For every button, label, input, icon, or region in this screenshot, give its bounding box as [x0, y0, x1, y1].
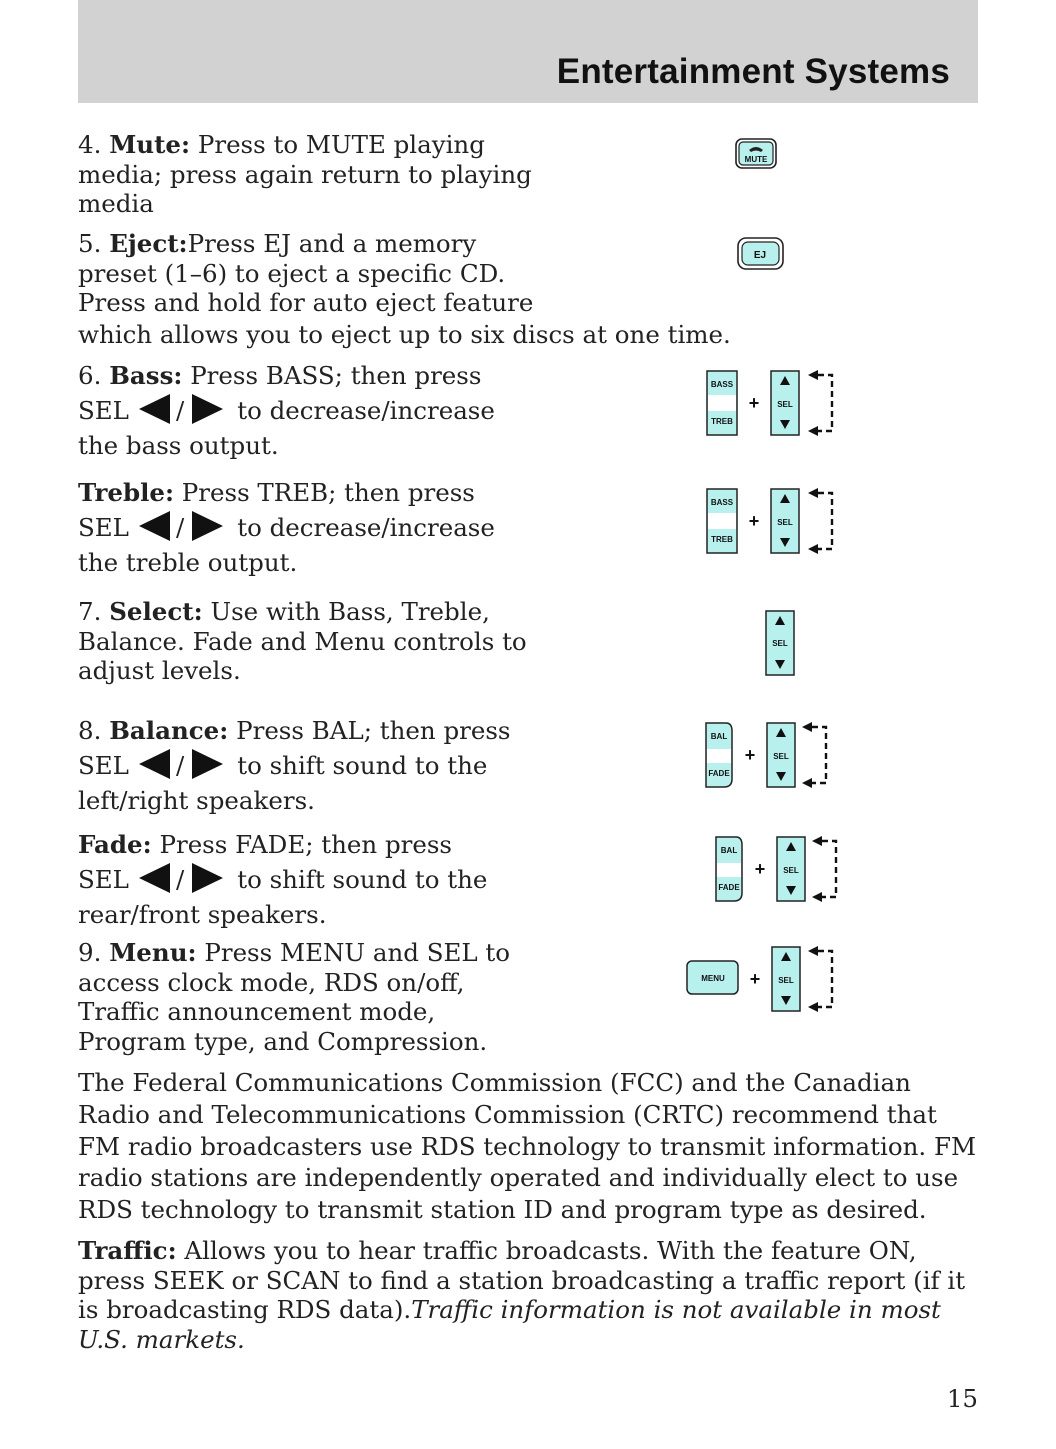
item-number: 9. [78, 938, 102, 967]
slash: / [175, 751, 185, 780]
page-title: Entertainment Systems [556, 52, 950, 91]
item-label: Treble: [78, 478, 175, 507]
slash: / [175, 865, 185, 894]
item-label: Mute: [109, 130, 191, 159]
right-arrow-icon [192, 863, 223, 893]
item-label: Fade: [78, 830, 152, 859]
balance-description [78, 713, 511, 818]
svg-text:+: + [754, 859, 766, 879]
svg-text:FADE: FADE [718, 883, 740, 892]
left-arrow-icon [139, 863, 170, 893]
item-text: to shift sound to the [237, 865, 488, 894]
item-text: left/right speakers. [78, 786, 315, 815]
select-diagram [764, 609, 798, 679]
item-label: Menu: [109, 938, 197, 967]
slash: / [175, 396, 185, 425]
slash: / [175, 513, 185, 542]
item-text: Press MENU and SEL to [196, 938, 511, 967]
svg-text:+: + [744, 745, 756, 765]
left-arrow-icon [139, 511, 170, 541]
item-number: 6. [78, 361, 102, 390]
right-arrow-icon [192, 749, 223, 779]
item-number: 8. [78, 716, 102, 745]
treble-description [78, 475, 495, 580]
bass-sel-diagram [706, 367, 836, 439]
item-text: Press TREB; then press [174, 478, 475, 507]
svg-text:SEL: SEL [778, 976, 794, 985]
treble-sel-diagram [706, 485, 836, 557]
svg-text:SEL: SEL [777, 400, 793, 409]
mute-button-label: MUTE [744, 155, 768, 164]
svg-text:MENU: MENU [701, 974, 725, 983]
menu-sel-diagram [686, 943, 836, 1015]
item-number: 7. [78, 597, 102, 626]
sel-text: SEL [78, 396, 129, 425]
eject-button-illustration [737, 237, 785, 271]
item-text: Press BASS; then press [182, 361, 482, 390]
item-text: Press and hold for auto eject feature [78, 288, 534, 317]
svg-text:FADE: FADE [708, 769, 730, 778]
svg-text:SEL: SEL [773, 752, 789, 761]
svg-text:BAL: BAL [710, 732, 728, 741]
select-description [78, 597, 527, 686]
item-text: access clock mode, RDS on/off, [78, 967, 465, 997]
eject-button-label: EJ [753, 250, 767, 261]
left-arrow-icon [139, 394, 170, 424]
item-text: Press EJ and a memory [187, 229, 477, 258]
item-text: to decrease/increase [237, 513, 495, 542]
balance-sel-diagram [704, 719, 834, 791]
item-text: media [78, 189, 154, 218]
item-number: 5. [78, 229, 102, 258]
sel-text: SEL [78, 751, 129, 780]
item-label: Select: [109, 597, 203, 626]
mute-button-illustration [735, 138, 779, 170]
item-text: Press to MUTE playing [190, 130, 485, 159]
traffic-text: Allows you to hear traffic broadcasts. With the feature ON, press SEEK or SCAN to find a station broadcasting a traffic report (if it is broadcasting RDS data). [78, 1236, 966, 1324]
item-text: Balance. Fade and Menu controls to [78, 626, 527, 656]
svg-text:SEL: SEL [783, 866, 799, 875]
item-text: the bass output. [78, 431, 279, 460]
svg-text:SEL: SEL [772, 639, 788, 648]
menu-description [78, 938, 510, 1056]
sel-text: SEL [78, 513, 129, 542]
item-text: Program type, and Compression. [78, 1026, 488, 1056]
item-text: preset (1–6) to eject a specific CD. [78, 258, 506, 288]
item-text: Press FADE; then press [151, 830, 452, 859]
item-label: Bass: [109, 361, 183, 390]
item-text: Use with Bass, Treble, [202, 597, 490, 626]
item-label: Balance: [109, 716, 229, 745]
svg-text:+: + [748, 511, 760, 531]
svg-text:SEL: SEL [777, 518, 793, 527]
item-number: 4. [78, 130, 102, 159]
item-text: Press BAL; then press [228, 716, 511, 745]
item-text: to decrease/increase [237, 396, 495, 425]
sel-text: SEL [78, 865, 129, 894]
traffic-paragraph [78, 1236, 983, 1354]
page-number: 15 [946, 1384, 978, 1413]
svg-text:TREB: TREB [711, 417, 733, 426]
item-text: Traffic announcement mode, [78, 997, 436, 1026]
item-label: Eject: [109, 229, 188, 258]
bass-description [78, 358, 495, 463]
svg-text:TREB: TREB [711, 535, 733, 544]
svg-text:BASS: BASS [710, 380, 734, 389]
svg-text:BAL: BAL [720, 846, 738, 855]
svg-text:BASS: BASS [710, 498, 734, 507]
right-arrow-icon [192, 511, 223, 541]
svg-text:+: + [749, 969, 761, 989]
traffic-note: Traffic information is not available in most U.S. markets. [78, 1295, 941, 1354]
mute-description [78, 130, 532, 219]
page-header [78, 0, 978, 103]
eject-description [78, 229, 731, 347]
traffic-label: Traffic: [78, 1236, 177, 1265]
item-text: media; press again return to playing [78, 159, 532, 189]
rds-paragraph: The Federal Communications Commission (FCC) and the Canadian Radio and Telecommunications Commission (CRTC) recommend that FM radio broadcasters use RDS technology to transmit information. FM radio stations are independently operated and individually elect to use RDS technology to transmit station ID and program type as desired. [78, 1068, 977, 1225]
item-text: to shift sound to the [237, 751, 488, 780]
item-text: rear/front speakers. [78, 900, 327, 929]
fade-description [78, 827, 487, 932]
item-text: adjust levels. [78, 656, 241, 685]
fade-sel-diagram [714, 833, 844, 905]
svg-text:+: + [748, 393, 760, 413]
item-text: which allows you to eject up to six discs at one time. [78, 319, 731, 349]
item-text: the treble output. [78, 548, 298, 577]
left-arrow-icon [139, 749, 170, 779]
right-arrow-icon [192, 394, 223, 424]
